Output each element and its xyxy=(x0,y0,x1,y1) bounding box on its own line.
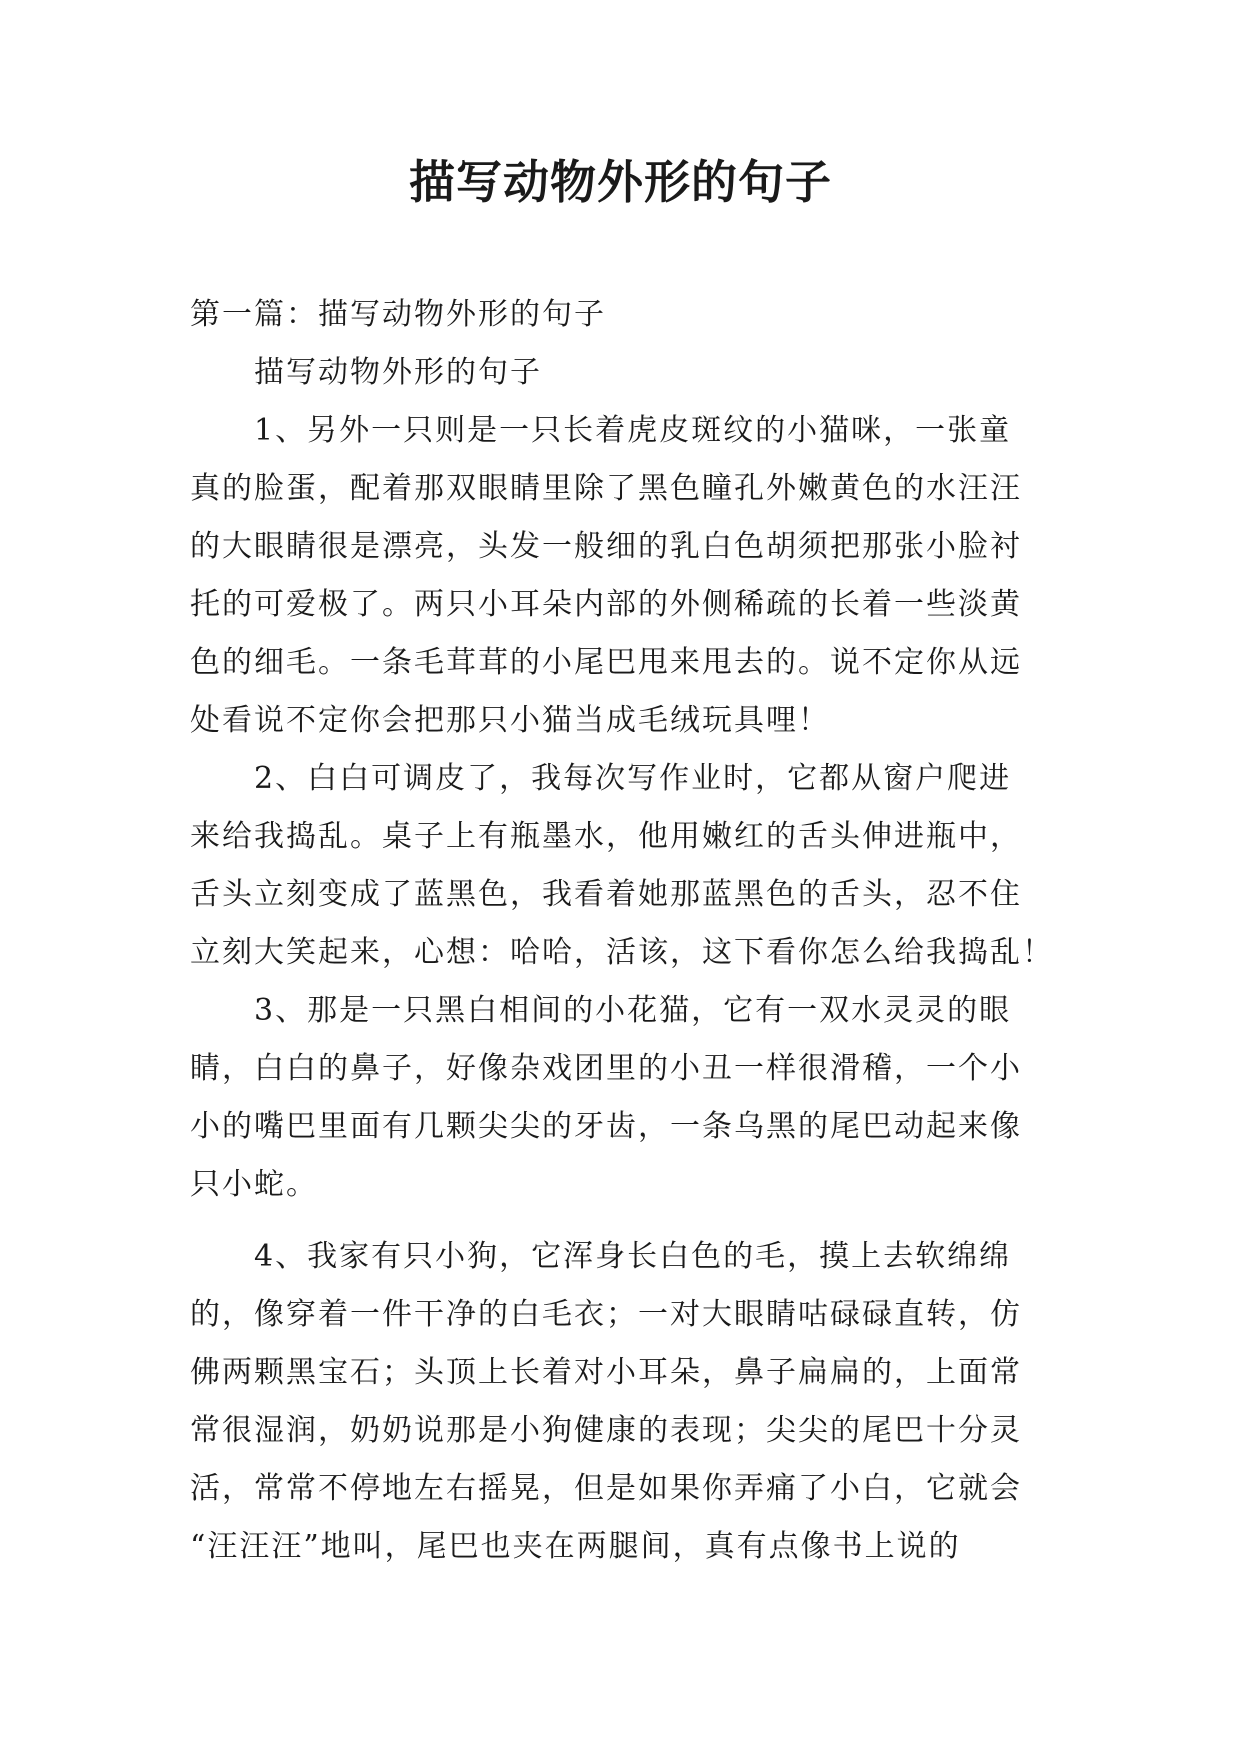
paragraph-line: 活，常常不停地左右摇晃，但是如果你弄痛了小白，它就会 xyxy=(190,1471,1022,1506)
section-subtitle: 描写动物外形的句子 xyxy=(254,355,542,390)
paragraph-line: 4、我家有只小狗，它浑身长白色的毛，摸上去软绵绵 xyxy=(254,1239,1012,1274)
paragraph-3 xyxy=(190,982,1060,1214)
paragraph-line: 处看说不定你会把那只小猫当成毛绒玩具哩！ xyxy=(190,703,830,738)
paragraph-2 xyxy=(190,750,1060,982)
paragraph-gap xyxy=(190,1214,1060,1228)
paragraph-1 xyxy=(190,402,1060,750)
paragraph-line: 2、白白可调皮了，我每次写作业时，它都从窗户爬进 xyxy=(254,761,1012,796)
paragraph-line: 1、另外一只则是一只长着虎皮斑纹的小猫咪，一张童 xyxy=(254,413,1012,448)
paragraph-line: 只小蛇。 xyxy=(190,1167,318,1202)
paragraph-line: 3、那是一只黑白相间的小花猫，它有一双水灵灵的眼 xyxy=(254,993,1012,1028)
paragraph-line: “汪汪汪”地叫，尾巴也夹在两腿间，真有点像书上说的 xyxy=(190,1529,961,1564)
paragraph-line: 的大眼睛很是漂亮，头发一般细的乳白色胡须把那张小脸衬 xyxy=(190,529,1022,564)
document-title: 描写动物外形的句子 xyxy=(409,155,832,209)
paragraph-line: 的，像穿着一件干净的白毛衣；一对大眼睛咕碌碌直转，仿 xyxy=(190,1297,1022,1332)
paragraph-4 xyxy=(190,1228,1060,1576)
paragraph-line: 睛，白白的鼻子，好像杂戏团里的小丑一样很滑稽，一个小 xyxy=(190,1051,1022,1086)
paragraph-line: 来给我捣乱。桌子上有瓶墨水，他用嫩红的舌头伸进瓶中， xyxy=(190,819,1022,854)
paragraph-line: 佛两颗黑宝石；头顶上长着对小耳朵，鼻子扁扁的，上面常 xyxy=(190,1355,1022,1390)
document-body xyxy=(190,286,1060,1576)
paragraph-line: 舌头立刻变成了蓝黑色，我看着她那蓝黑色的舌头，忍不住 xyxy=(190,877,1022,912)
paragraph-line: 色的细毛。一条毛茸茸的小尾巴甩来甩去的。说不定你从远 xyxy=(190,645,1022,680)
paragraph-line: 托的可爱极了。两只小耳朵内部的外侧稀疏的长着一些淡黄 xyxy=(190,587,1022,622)
section-heading: 第一篇：描写动物外形的句子 xyxy=(190,297,606,332)
paragraph-line: 真的脸蛋，配着那双眼睛里除了黑色瞳孔外嫩黄色的水汪汪 xyxy=(190,471,1022,506)
paragraph-line: 常很湿润，奶奶说那是小狗健康的表现；尖尖的尾巴十分灵 xyxy=(190,1413,1022,1448)
paragraph-line: 立刻大笑起来，心想：哈哈，活该，这下看你怎么给我捣乱！ xyxy=(190,935,1054,970)
paragraph-line: 小的嘴巴里面有几颗尖尖的牙齿，一条乌黑的尾巴动起来像 xyxy=(190,1109,1022,1144)
